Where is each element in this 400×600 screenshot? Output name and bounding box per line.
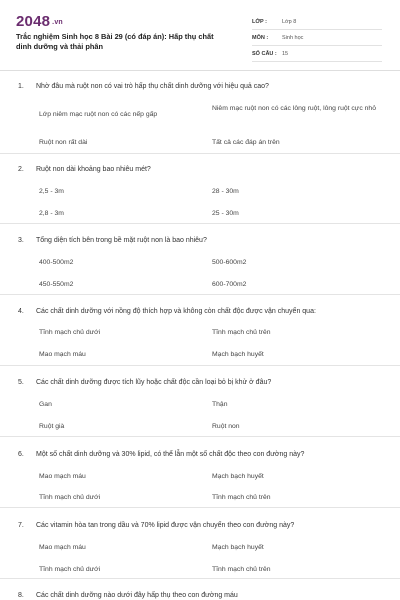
question-number: 2. [18, 166, 24, 173]
question-prompt: Ruột non dài khoảng bao nhiêu mét? [36, 166, 151, 173]
document-meta [252, 14, 382, 62]
question-prompt: Tổng diện tích bên trong bề mặt ruột non là bao nhiêu? [36, 237, 207, 244]
option-a[interactable]: Gan [39, 401, 52, 408]
option-c[interactable]: Tĩnh mạch chủ dưới [39, 566, 101, 573]
document-header [0, 0, 400, 71]
question-divider [0, 294, 400, 295]
meta-value: Sinh học [282, 34, 304, 41]
option-a[interactable]: Mao mạch máu [39, 544, 86, 551]
question-text [18, 378, 388, 388]
question-text [18, 82, 388, 92]
meta-value: Lớp 8 [282, 18, 297, 25]
logo-suffix: .vn [52, 18, 63, 26]
option-b[interactable]: Mạch bạch huyết [212, 473, 264, 480]
question-text [18, 450, 388, 460]
question-divider [0, 436, 400, 437]
option-d[interactable]: 25 - 30m [212, 210, 239, 217]
meta-key: LỚP : [252, 18, 267, 25]
meta-key: SỐ CÂU : [252, 50, 277, 57]
meta-row-count [252, 46, 382, 62]
option-a[interactable]: Mao mạch máu [39, 473, 86, 480]
question-prompt: Các chất dinh dưỡng với nồng độ thích hợp và không còn chất độc được vận chuyển qua: [36, 308, 316, 315]
question-number: 1. [18, 83, 24, 90]
option-a[interactable]: 400-500m2 [39, 259, 74, 266]
question-divider [0, 223, 400, 224]
question-divider [0, 578, 400, 579]
option-c[interactable]: Tĩnh mạch chủ dưới [39, 494, 101, 501]
document-title: Trắc nghiệm Sinh học 8 Bài 29 (có đáp án): Hấp thụ chất dinh dưỡng và thải phân [16, 32, 214, 51]
question-text [18, 591, 388, 600]
option-b[interactable]: Niêm mạc ruột non có các lông ruột, lông ruột cực nhỏ [212, 105, 376, 112]
option-b[interactable]: 500-600m2 [212, 259, 247, 266]
meta-key: MÔN : [252, 34, 269, 41]
option-c[interactable]: 2,8 - 3m [39, 210, 64, 217]
option-d[interactable]: 600-700m2 [212, 281, 247, 288]
option-a[interactable]: Lớp niêm mạc ruột non có các nếp gấp [39, 111, 158, 118]
option-a[interactable]: Tĩnh mạch chủ dưới [39, 329, 101, 336]
question-text [18, 307, 388, 317]
question-text [18, 165, 388, 175]
question-prompt: Nhờ đâu mà ruột non có vai trò hấp thụ chất dinh dưỡng với hiệu quả cao? [36, 83, 269, 90]
option-c[interactable]: Ruột non rất dài [39, 139, 88, 146]
question-prompt: Một số chất dinh dưỡng và 30% lipid, có thể lẫn một số chất độc theo con đường này? [36, 451, 305, 458]
question-number: 8. [18, 592, 24, 599]
question-number: 3. [18, 237, 24, 244]
question-number: 4. [18, 308, 24, 315]
site-logo[interactable] [16, 13, 63, 30]
option-c[interactable]: 450-550m2 [39, 281, 74, 288]
question-number: 7. [18, 522, 24, 529]
option-b[interactable]: 28 - 30m [212, 188, 239, 195]
question-divider [0, 365, 400, 366]
option-d[interactable]: Tĩnh mạch chủ trên [212, 566, 271, 573]
meta-row-subject [252, 30, 382, 46]
option-d[interactable]: Mạch bạch huyết [212, 351, 264, 358]
question-prompt: Các chất dinh dưỡng được tích lũy hoặc chất độc cần loại bỏ bị khử ở đâu? [36, 379, 272, 386]
question-prompt: Các vitamin hòa tan trong dầu và 70% lipid được vận chuyển theo con đường này? [36, 522, 295, 529]
option-b[interactable]: Thận [212, 401, 228, 408]
option-a[interactable]: 2,5 - 3m [39, 188, 64, 195]
option-d[interactable]: Tất cả các đáp án trên [212, 139, 280, 146]
question-divider [0, 507, 400, 508]
option-b[interactable]: Tĩnh mạch chủ trên [212, 329, 271, 336]
logo-text: 2048 [16, 13, 51, 30]
option-d[interactable]: Tĩnh mạch chủ trên [212, 494, 271, 501]
question-prompt: Các chất dinh dưỡng nào dưới đây hấp thụ theo con đường máu [36, 592, 238, 599]
question-number: 5. [18, 379, 24, 386]
question-text [18, 521, 388, 531]
question-divider [0, 153, 400, 154]
meta-row-class [252, 14, 382, 30]
question-number: 6. [18, 451, 24, 458]
option-c[interactable]: Ruột già [39, 423, 65, 430]
option-b[interactable]: Mạch bạch huyết [212, 544, 264, 551]
option-d[interactable]: Ruột non [212, 423, 240, 430]
meta-value: 15 [282, 50, 289, 57]
option-c[interactable]: Mao mạch máu [39, 351, 86, 358]
question-text [18, 236, 388, 246]
